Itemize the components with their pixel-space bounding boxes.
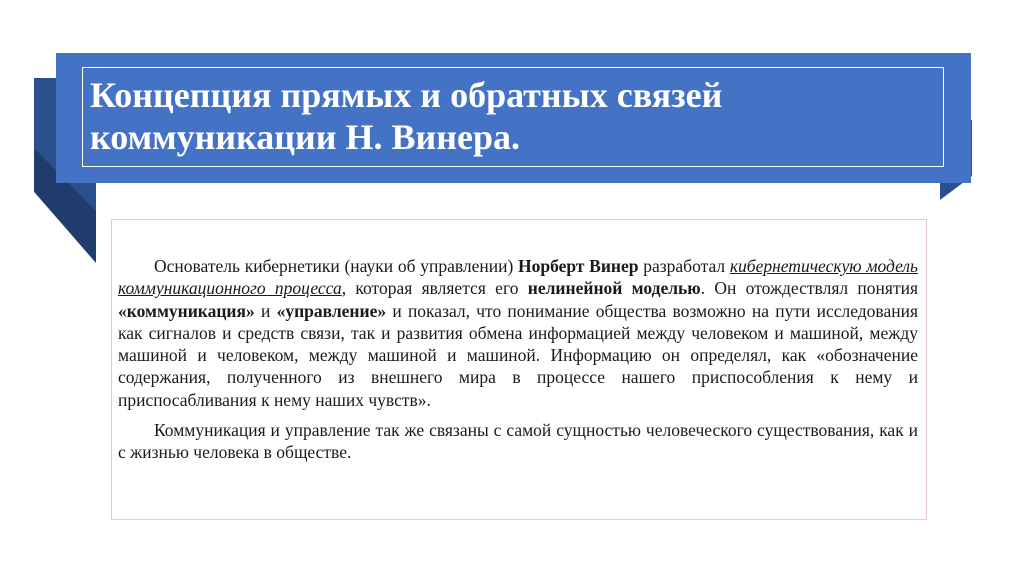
slide-title: Концепция прямых и обратных связей коммуникации Н. Винера. (90, 75, 723, 157)
p1-bold-nonlinear: нелинейной моделью (527, 278, 701, 299)
p1-text-6: и показал, что понимание общества возможно на пути исследования как сигналов и средств связи, так и развития обмена информацией между человеком и машиной, между машиной и человеком, между машиной и машиной. Информацию он определял, как «обозначение содержания, полученного из внешнего мира в процессе нашего приспособления к нему и приспосабливания к нему наших чувств». (118, 300, 918, 410)
p1-bold-control: «управление» (276, 300, 387, 321)
p1-text-2: разработал (638, 256, 730, 276)
paragraph-1 (118, 255, 918, 411)
p1-underlined-model: кибернетическую модель коммуникационного процесса (118, 256, 919, 299)
p1-bold-communication: «коммуникация» (118, 300, 255, 321)
p1-text-5: и (254, 300, 277, 321)
content-text (118, 255, 918, 472)
p1-text-4: . Он отождествлял понятия (700, 278, 919, 299)
p1-text-3: , которая является его (341, 278, 528, 299)
paragraph-2: Коммуникация и управление так же связаны с самой сущностью человеческого существования, как и с жизнью человека в обществе. (118, 420, 918, 463)
p1-text-1: Основатель кибернетики (науки об управлении) (154, 256, 518, 276)
p1-bold-wiener: Норберт Винер (518, 256, 639, 276)
